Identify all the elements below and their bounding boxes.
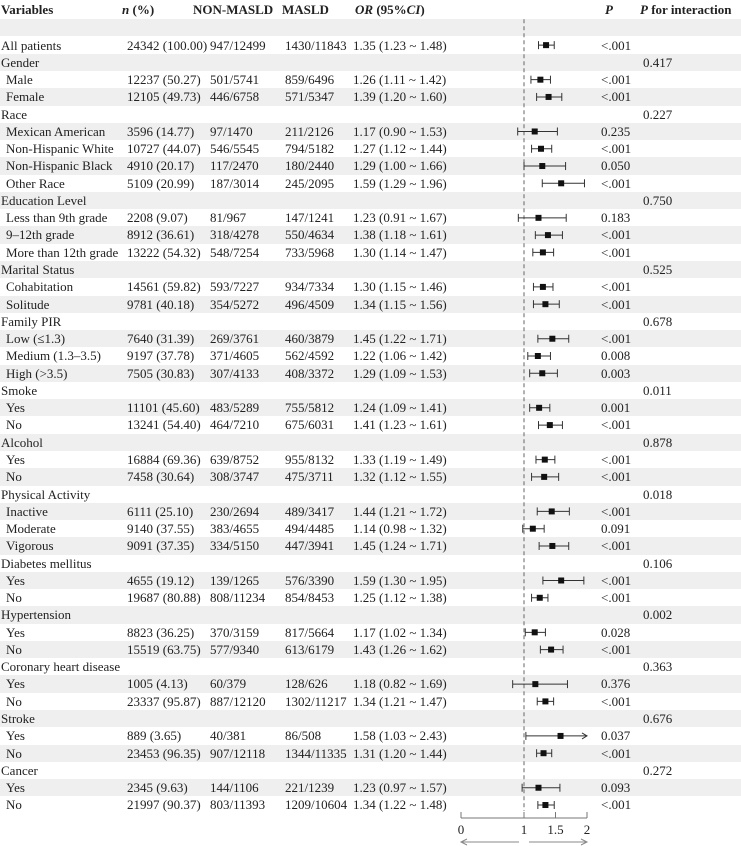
n-cell: 7640 (31.39) [127, 331, 195, 347]
masld-cell: 211/2126 [285, 123, 334, 139]
or-cell: 1.22 (1.06 ~ 1.42) [353, 348, 447, 364]
or-cell: 1.14 (0.98 ~ 1.32) [353, 521, 447, 537]
x-tick-label: 1 [520, 822, 528, 837]
p-interaction-cell: 0.750 [643, 192, 673, 208]
or-cell: 1.29 (1.00 ~ 1.66) [353, 158, 447, 174]
or-cell: 1.41 (1.23 ~ 1.61) [353, 417, 447, 433]
p-cell: <.001 [601, 37, 632, 53]
non-masld-cell: 371/4605 [210, 348, 260, 364]
non-masld-cell: 548/7254 [210, 244, 260, 260]
p-cell: <.001 [601, 175, 632, 191]
or-cell: 1.59 (1.30 ~ 1.95) [353, 572, 447, 588]
n-cell: 9140 (37.55) [127, 521, 195, 537]
non-masld-cell: 501/5741 [210, 72, 260, 88]
or-cell: 1.59 (1.29 ~ 1.96) [353, 175, 447, 191]
variable-label: Less than 9th grade [6, 210, 108, 226]
point-estimate [540, 249, 546, 255]
p-cell: <.001 [601, 417, 632, 433]
or-cell: 1.31 (1.20 ~ 1.44) [353, 745, 447, 761]
p-cell: 0.003 [601, 365, 631, 381]
point-estimate [540, 284, 546, 290]
or-cell: 1.34 (1.22 ~ 1.48) [353, 797, 447, 813]
n-cell: 12237 (50.27) [127, 72, 201, 88]
point-estimate [537, 595, 543, 601]
header-non-masld: NON-MASLD [193, 2, 274, 17]
masld-cell: 128/626 [285, 676, 328, 692]
p-cell: <.001 [601, 572, 632, 588]
non-masld-cell: 370/3159 [210, 624, 260, 640]
non-masld-cell: 639/8752 [210, 451, 260, 467]
point-estimate [542, 802, 548, 808]
point-estimate [538, 146, 544, 152]
masld-cell: 1302/11217 [285, 693, 347, 709]
p-cell: <.001 [601, 331, 632, 347]
variable-label: No [6, 417, 22, 433]
variable-label: Yes [6, 400, 25, 416]
variable-label: More than 12th grade [6, 244, 119, 260]
point-estimate [547, 422, 553, 428]
point-estimate [543, 42, 549, 48]
point-estimate [532, 681, 538, 687]
variable-label: Male [6, 72, 33, 88]
variable-label: Cohabitation [6, 279, 74, 295]
p-cell: 0.037 [601, 728, 631, 744]
p-cell: <.001 [601, 797, 632, 813]
or-cell: 1.26 (1.11 ~ 1.42) [353, 72, 447, 88]
variable-label: Stroke [1, 711, 35, 727]
masld-cell: 489/3417 [285, 503, 335, 519]
non-masld-cell: 383/4655 [210, 521, 260, 537]
or-cell: 1.29 (1.09 ~ 1.53) [353, 365, 447, 381]
point-estimate [532, 128, 538, 134]
non-masld-cell: 144/1106 [210, 780, 259, 796]
masld-cell: 613/6179 [285, 641, 335, 657]
variable-label: Marital Status [1, 262, 75, 277]
or-cell: 1.45 (1.22 ~ 1.71) [353, 331, 447, 347]
variable-label: No [6, 641, 22, 657]
masld-cell: 794/5182 [285, 141, 335, 157]
point-estimate [530, 526, 536, 532]
non-masld-cell: 483/5289 [210, 400, 260, 416]
masld-cell: 550/4634 [285, 227, 335, 243]
x-tick-label: 2 [583, 822, 591, 837]
variable-label: Medium (1.3–3.5) [6, 348, 101, 364]
point-estimate [558, 578, 564, 584]
masld-cell: 408/3372 [285, 365, 335, 381]
or-cell: 1.30 (1.14 ~ 1.47) [353, 244, 447, 260]
or-cell: 1.44 (1.21 ~ 1.72) [353, 503, 447, 519]
point-estimate [536, 405, 542, 411]
n-cell: 11101 (45.60) [127, 400, 200, 416]
non-masld-cell: 318/4278 [210, 227, 260, 243]
masld-cell: 733/5968 [285, 244, 335, 260]
or-cell: 1.34 (1.21 ~ 1.47) [353, 693, 447, 709]
p-cell: <.001 [601, 693, 632, 709]
header-or-mid: (95% [373, 2, 407, 17]
p-cell: 0.235 [601, 123, 631, 139]
variable-label: Solitude [6, 296, 50, 312]
p-interaction-cell: 0.011 [643, 382, 672, 398]
n-cell: 2345 (9.63) [127, 780, 188, 796]
variable-label: Female [6, 89, 45, 105]
masld-cell: 1344/11335 [285, 745, 347, 761]
or-cell: 1.45 (1.24 ~ 1.71) [353, 538, 447, 554]
n-cell: 8823 (36.25) [127, 624, 195, 640]
non-masld-cell: 307/4133 [210, 365, 260, 381]
variable-label: Race [1, 106, 27, 122]
non-masld-cell: 546/5545 [210, 141, 260, 157]
or-cell: 1.43 (1.26 ~ 1.62) [353, 641, 447, 657]
n-cell: 5109 (20.99) [127, 175, 195, 191]
masld-cell: 494/4485 [285, 521, 335, 537]
variable-label: No [6, 469, 22, 485]
or-cell: 1.23 (0.97 ~ 1.57) [353, 780, 447, 796]
masld-cell: 817/5664 [285, 624, 335, 640]
p-interaction-cell: 0.878 [643, 434, 673, 450]
right-arrow [529, 839, 587, 845]
p-interaction-cell: 0.227 [643, 106, 673, 122]
or-cell: 1.23 (0.91 ~ 1.67) [353, 210, 447, 226]
n-cell: 1005 (4.13) [127, 676, 188, 692]
header-or-italic: OR [355, 2, 374, 17]
non-masld-cell: 947/12499 [210, 37, 266, 53]
non-masld-cell: 577/9340 [210, 641, 260, 657]
masld-cell: 447/3941 [285, 538, 335, 554]
variable-label: Other Race [6, 175, 65, 191]
or-cell: 1.18 (0.82 ~ 1.69) [353, 676, 447, 692]
n-cell: 7505 (30.83) [127, 365, 195, 381]
n-cell: 16884 (69.36) [127, 451, 201, 467]
p-cell: <.001 [601, 503, 632, 519]
point-estimate [539, 163, 545, 169]
point-estimate [545, 232, 551, 238]
p-cell: <.001 [601, 590, 632, 606]
n-cell: 23337 (95.87) [127, 693, 201, 709]
masld-cell: 180/2440 [285, 158, 335, 174]
p-interaction-cell: 0.272 [643, 762, 673, 778]
variable-label: Yes [6, 572, 25, 588]
variable-label: Inactive [6, 503, 48, 519]
n-cell: 24342 (100.00) [127, 37, 208, 53]
variable-label: No [6, 693, 22, 709]
variable-label: All patients [1, 37, 62, 53]
variable-label: Gender [1, 54, 40, 70]
non-masld-cell: 230/2694 [210, 503, 260, 519]
or-cell: 1.17 (1.02 ~ 1.34) [353, 624, 447, 640]
point-estimate [537, 77, 543, 83]
masld-cell: 460/3879 [285, 331, 335, 347]
point-estimate [542, 301, 548, 307]
n-cell: 9781 (40.18) [127, 296, 195, 312]
masld-cell: 576/3390 [285, 572, 335, 588]
header-or-end: ) [420, 2, 425, 17]
non-masld-cell: 803/11393 [210, 797, 266, 813]
n-cell: 12105 (49.73) [127, 89, 201, 105]
variable-label: High (>3.5) [6, 365, 68, 381]
p-interaction-cell: 0.676 [643, 711, 673, 727]
n-cell: 13222 (54.32) [127, 244, 201, 260]
masld-cell: 221/1239 [285, 780, 335, 796]
masld-cell: 675/6031 [285, 417, 335, 433]
non-masld-cell: 40/381 [210, 728, 247, 744]
p-cell: 0.028 [601, 624, 631, 640]
header-pint-italic: P [640, 2, 648, 17]
n-cell: 889 (3.65) [127, 728, 182, 744]
variable-label: Hypertension [1, 607, 72, 623]
point-estimate [548, 647, 554, 653]
or-cell: 1.38 (1.18 ~ 1.61) [353, 227, 447, 243]
masld-cell: 1430/11843 [285, 37, 347, 53]
or-cell: 1.30 (1.15 ~ 1.46) [353, 279, 447, 295]
n-cell: 2208 (9.07) [127, 210, 188, 226]
or-cell: 1.17 (0.90 ~ 1.53) [353, 123, 447, 139]
or-cell: 1.25 (1.12 ~ 1.38) [353, 590, 447, 606]
masld-cell: 854/8453 [285, 590, 335, 606]
header-masld: MASLD [282, 2, 329, 17]
x-tick-label: 0 [457, 822, 465, 837]
variable-label: 9–12th grade [6, 227, 75, 243]
non-masld-cell: 887/12120 [210, 693, 266, 709]
non-masld-cell: 117/2470 [210, 158, 259, 174]
variable-label: Yes [6, 728, 25, 744]
variable-label: Yes [6, 676, 25, 692]
variable-label: Non-Hispanic Black [6, 158, 113, 174]
p-interaction-cell: 0.525 [643, 262, 673, 277]
non-masld-cell: 269/3761 [210, 331, 260, 347]
point-estimate [541, 474, 547, 480]
or-cell: 1.32 (1.12 ~ 1.55) [353, 469, 447, 485]
point-estimate [535, 785, 541, 791]
masld-cell: 934/7334 [285, 279, 335, 295]
point-estimate [558, 180, 564, 186]
p-cell: 0.376 [601, 676, 631, 692]
non-masld-cell: 354/5272 [210, 296, 260, 312]
masld-cell: 496/4509 [285, 296, 335, 312]
variable-label: Yes [6, 780, 25, 796]
n-cell: 8912 (36.61) [127, 227, 195, 243]
variable-label: Diabetes mellitus [1, 555, 92, 571]
header-n-italic: n [122, 2, 130, 17]
non-masld-cell: 187/3014 [210, 175, 260, 191]
or-cell: 1.39 (1.20 ~ 1.60) [353, 89, 447, 105]
variable-label: Yes [6, 451, 25, 467]
p-cell: <.001 [601, 89, 632, 105]
n-cell: 7458 (30.64) [127, 469, 195, 485]
masld-cell: 955/8132 [285, 451, 335, 467]
masld-cell: 86/508 [285, 728, 322, 744]
masld-cell: 755/5812 [285, 400, 335, 416]
non-masld-cell: 139/1265 [210, 572, 260, 588]
p-cell: <.001 [601, 279, 632, 295]
p-cell: 0.093 [601, 780, 631, 796]
point-estimate [535, 215, 541, 221]
n-cell: 21997 (90.37) [127, 797, 201, 813]
masld-cell: 562/4592 [285, 348, 335, 364]
p-cell: <.001 [601, 296, 632, 312]
header-pint-suffix: for interaction [647, 2, 732, 17]
variable-label: Coronary heart disease [1, 659, 121, 675]
p-interaction-cell: 0.002 [643, 607, 673, 623]
p-cell: <.001 [601, 451, 632, 467]
variable-label: Family PIR [1, 313, 62, 329]
or-cell: 1.35 (1.23 ~ 1.48) [353, 37, 447, 53]
point-estimate [549, 543, 555, 549]
header-p-italic: P [605, 2, 613, 17]
p-interaction-cell: 0.363 [643, 659, 673, 675]
point-estimate [532, 629, 538, 635]
p-cell: 0.008 [601, 348, 631, 364]
p-interaction-cell: 0.018 [643, 486, 673, 502]
or-cell: 1.34 (1.15 ~ 1.56) [353, 296, 447, 312]
or-cell: 1.24 (1.09 ~ 1.41) [353, 400, 447, 416]
variable-label: No [6, 590, 22, 606]
non-masld-cell: 60/379 [210, 676, 247, 692]
left-arrow [461, 839, 519, 845]
masld-cell: 571/5347 [285, 89, 335, 105]
p-interaction-cell: 0.106 [643, 555, 673, 571]
variable-label: Yes [6, 624, 25, 640]
variable-label: Education Level [1, 192, 87, 208]
n-cell: 13241 (54.40) [127, 417, 201, 433]
n-cell: 15519 (63.75) [127, 641, 201, 657]
point-estimate [549, 508, 555, 514]
variable-label: Non-Hispanic White [6, 141, 114, 157]
variable-label: Moderate [6, 521, 56, 537]
n-cell: 9091 (37.35) [127, 538, 195, 554]
n-cell: 19687 (80.88) [127, 590, 201, 606]
n-cell: 3596 (14.77) [127, 123, 195, 139]
n-cell: 14561 (59.82) [127, 279, 201, 295]
p-interaction-cell: 0.678 [643, 313, 673, 329]
or-cell: 1.27 (1.12 ~ 1.44) [353, 141, 447, 157]
masld-cell: 147/1241 [285, 210, 335, 226]
non-masld-cell: 808/11234 [210, 590, 266, 606]
masld-cell: 1209/10604 [285, 797, 348, 813]
variable-label: Vigorous [6, 538, 54, 554]
or-cell: 1.58 (1.03 ~ 2.43) [353, 728, 447, 744]
header-n-suffix: (%) [129, 2, 155, 17]
point-estimate [546, 94, 552, 100]
n-cell: 10727 (44.07) [127, 141, 201, 157]
p-cell: 0.001 [601, 400, 631, 416]
masld-cell: 475/3711 [285, 469, 334, 485]
n-cell: 6111 (25.10) [127, 503, 194, 519]
point-estimate [542, 698, 548, 704]
variable-label: Alcohol [1, 434, 43, 450]
p-cell: 0.091 [601, 521, 631, 537]
p-cell: <.001 [601, 641, 632, 657]
n-cell: 23453 (96.35) [127, 745, 201, 761]
variable-label: No [6, 797, 22, 813]
non-masld-cell: 593/7227 [210, 279, 260, 295]
non-masld-cell: 81/967 [210, 210, 247, 226]
point-estimate [539, 370, 545, 376]
variable-label: Smoke [1, 382, 38, 398]
p-cell: 0.183 [601, 210, 631, 226]
p-cell: <.001 [601, 141, 632, 157]
point-estimate [535, 353, 541, 359]
n-cell: 9197 (37.78) [127, 348, 195, 364]
point-estimate [549, 336, 555, 342]
p-cell: <.001 [601, 72, 632, 88]
point-estimate [558, 733, 564, 739]
non-masld-cell: 446/6758 [210, 89, 260, 105]
non-masld-cell: 308/3747 [210, 469, 260, 485]
point-estimate [541, 750, 547, 756]
p-cell: <.001 [601, 244, 632, 260]
variable-label: Low (≤1.3) [6, 331, 66, 347]
non-masld-cell: 907/12118 [210, 745, 266, 761]
header-variables: Variables [1, 2, 54, 17]
n-cell: 4655 (19.12) [127, 572, 195, 588]
variable-label: No [6, 745, 22, 761]
variable-label: Mexican American [6, 123, 106, 139]
non-masld-cell: 97/1470 [210, 123, 253, 139]
non-masld-cell: 464/7210 [210, 417, 260, 433]
x-tick-label: 1.5 [547, 822, 564, 837]
header-ci-italic: CI [406, 2, 421, 17]
n-cell: 4910 (20.17) [127, 158, 195, 174]
variable-label: Cancer [1, 762, 38, 778]
point-estimate [542, 457, 548, 463]
p-cell: <.001 [601, 227, 632, 243]
non-masld-cell: 334/5150 [210, 538, 260, 554]
p-cell: <.001 [601, 745, 632, 761]
p-cell: <.001 [601, 538, 632, 554]
p-cell: 0.050 [601, 158, 631, 174]
masld-cell: 245/2095 [285, 175, 335, 191]
variable-label: Physical Activity [1, 486, 91, 502]
p-cell: <.001 [601, 469, 632, 485]
masld-cell: 859/6496 [285, 72, 335, 88]
or-cell: 1.33 (1.19 ~ 1.49) [353, 451, 447, 467]
p-interaction-cell: 0.417 [643, 54, 673, 70]
